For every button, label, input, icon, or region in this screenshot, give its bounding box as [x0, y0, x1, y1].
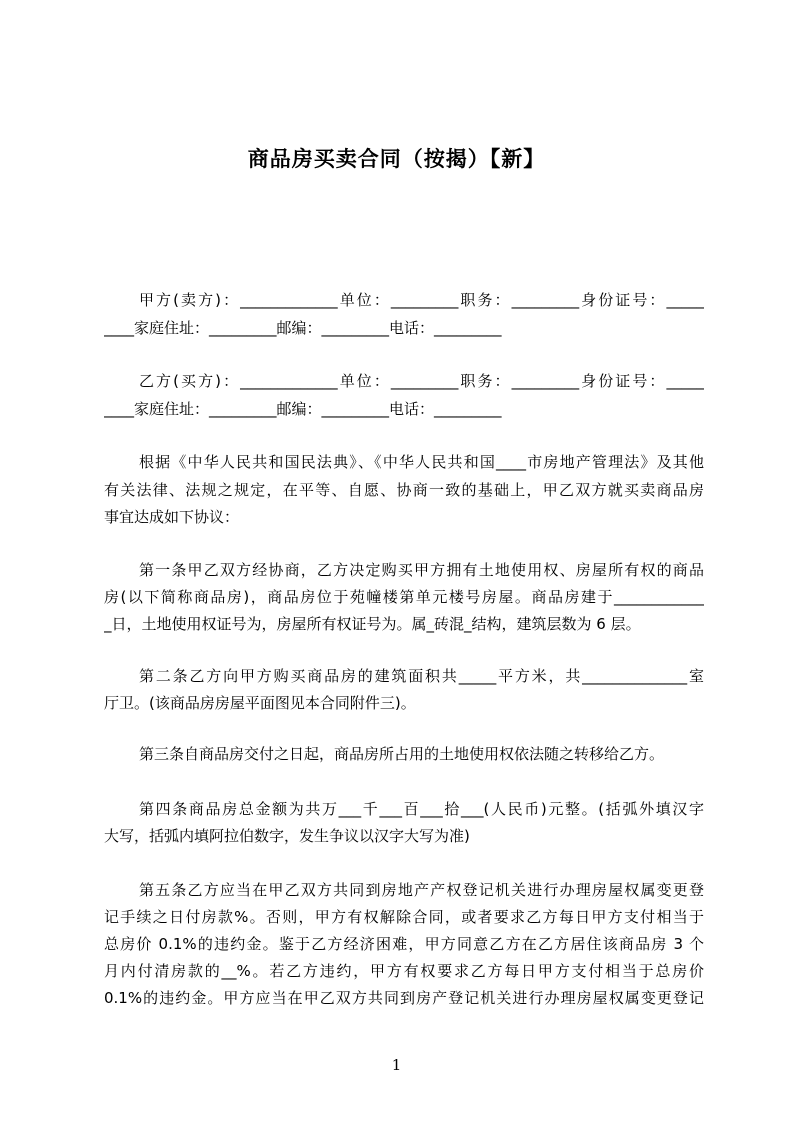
party-a-line-2: ____家庭住址：_________邮编：_________电话：_________: [104, 319, 502, 337]
page-number: 1: [391, 1056, 402, 1074]
article-3-line-1: 第三条自商品房交付之日起，商品房所占用的土地使用权依法随之转移给乙方。: [139, 745, 665, 763]
preamble-line-1: 根据《中华人民共和国民法典》、《中华人民共和国____市房地产管理法》及其他: [139, 453, 704, 471]
article-4-line-2: 大写，括弧内填阿拉伯数字，发生争议以汉字大写为准): [104, 827, 470, 845]
article-5-line-2: 记手续之日付房款%。否则，甲方有权解除合同，或者要求乙方每日甲方支付相当于: [104, 908, 704, 926]
article-5-line-4: 月内付清房款的__%。若乙方违约，甲方有权要求乙方每日甲方支付相当于总房价: [104, 962, 704, 980]
party-a-line-1: 甲方(卖方)：_____________单位：_________职务：_________身份证号：_____: [139, 291, 704, 309]
party-b-line-2: ____家庭住址：_________邮编：_________电话：_________: [104, 400, 502, 418]
article-5-line-3: 总房价 0.1%的违约金。鉴于乙方经济困难，甲方同意乙方在乙方居住该商品房 3 个: [104, 935, 704, 953]
article-1-line-3: _日，土地使用权证号为，房屋所有权证号为。属_砖混_结构，建筑层数为 6 层。: [104, 615, 641, 633]
article-1-line-1: 第一条甲乙双方经协商，乙方决定购买甲方拥有土地使用权、房屋所有权的商品: [139, 561, 704, 579]
article-5-line-5: 0.1%的违约金。甲方应当在甲乙双方共同到房产登记机关进行办理房屋权属变更登记: [104, 989, 704, 1007]
preamble-line-3: 事宜达成如下协议：: [104, 508, 240, 526]
document-title: 商品房买卖合同（按揭）【新】: [247, 147, 546, 171]
party-b-line-1: 乙方(买方)：_____________单位：_________职务：_________身份证号：_____: [139, 372, 704, 390]
article-4-line-1: 第四条商品房总金额为共万___千___百___拾___(人民币)元整。(括弧外填汉字: [139, 800, 704, 818]
article-1-line-2: 房(以下简称商品房)，商品房位于苑幢楼第单元楼号房屋。商品房建于____________: [104, 588, 704, 606]
article-2-line-1: 第二条乙方向甲方购买商品房的建筑面积共_____平方米，共______________室: [139, 667, 704, 685]
article-5-line-1: 第五条乙方应当在甲乙双方共同到房地产产权登记机关进行办理房屋权属变更登: [139, 881, 704, 899]
preamble-line-2: 有关法律、法规之规定，在平等、自愿、协商一致的基础上，甲乙双方就买卖商品房: [104, 481, 704, 499]
article-2-line-2: 厅卫。(该商品房房屋平面图见本合同附件三)。: [104, 694, 416, 712]
